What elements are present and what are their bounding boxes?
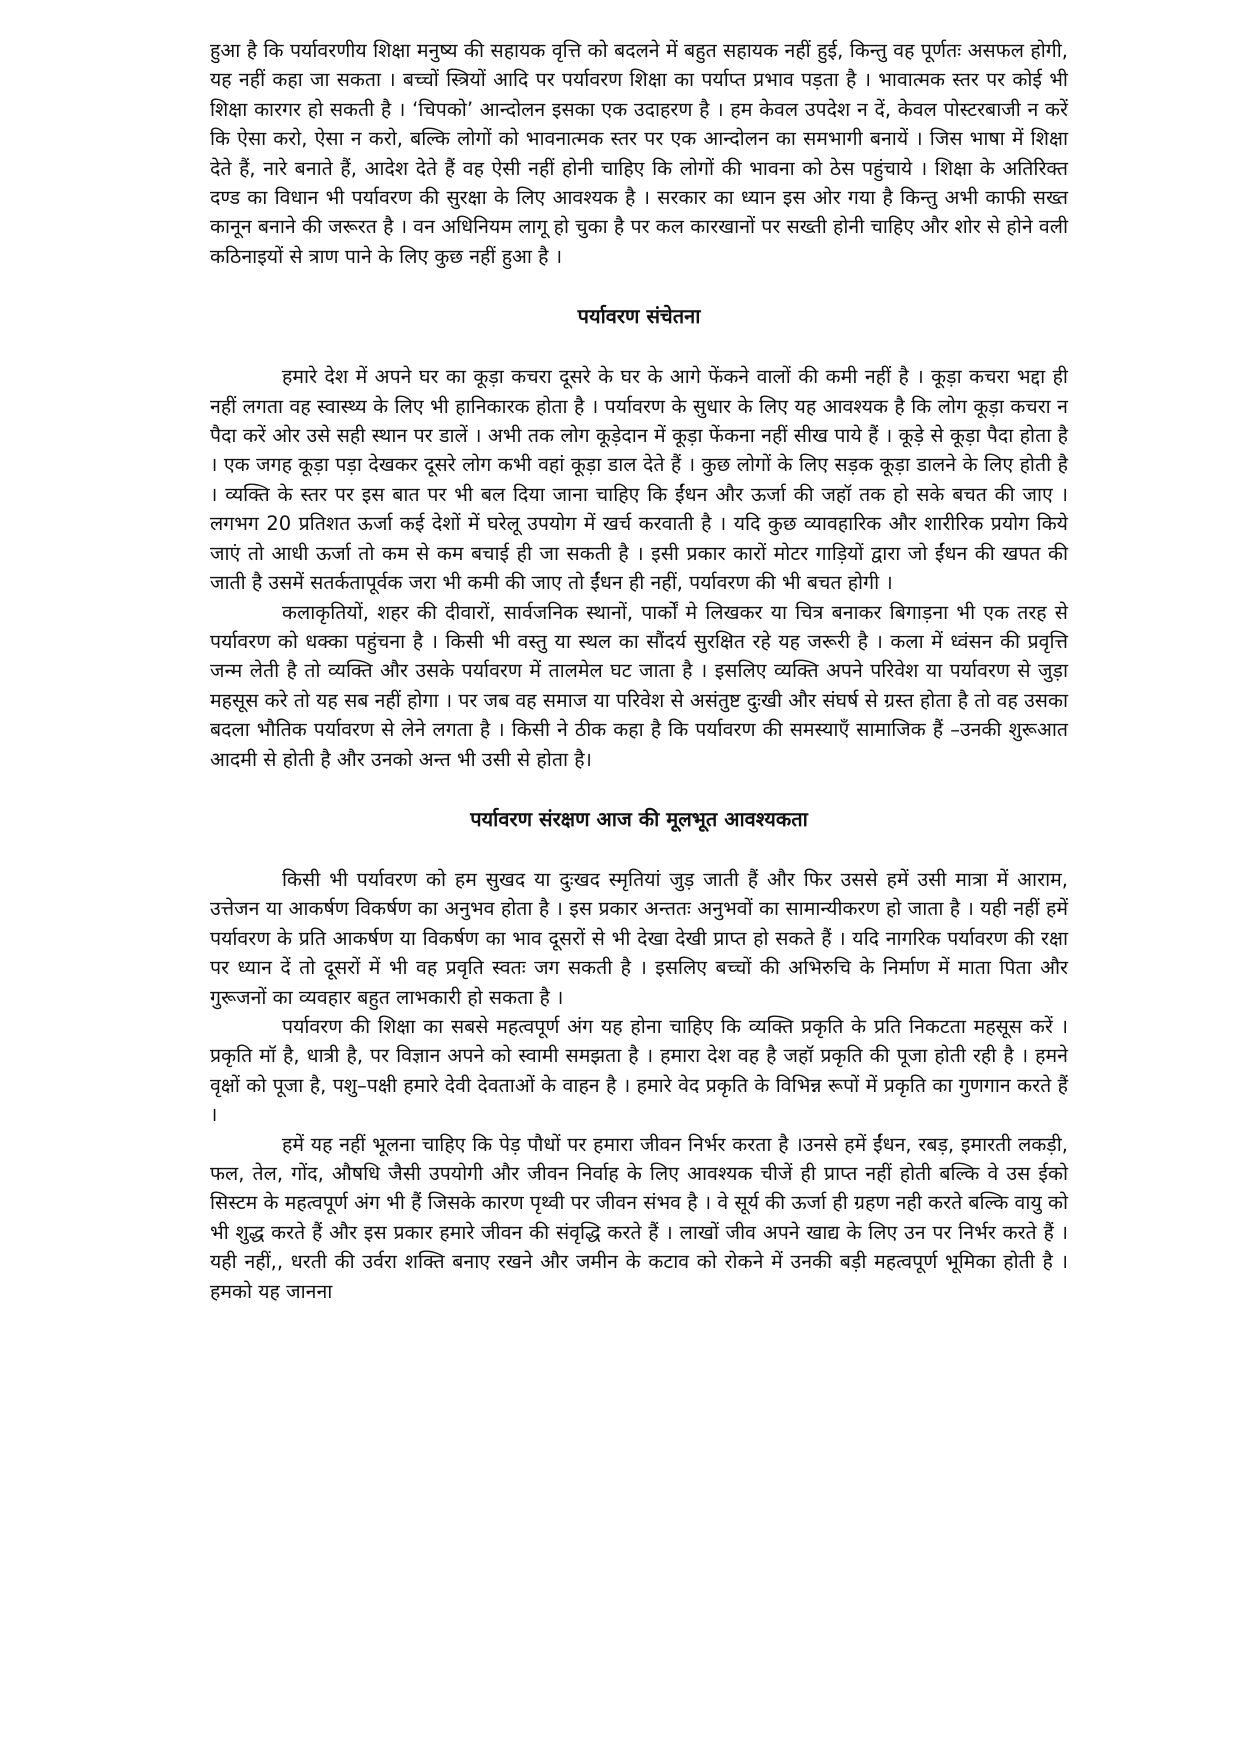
spacer [210, 834, 1068, 865]
spacer [210, 331, 1068, 362]
spacer [210, 774, 1068, 805]
body-paragraph: पर्यावरण की शिक्षा का सबसे महत्वपूर्ण अंग यह होना चाहिए कि व्यक्ति प्रकृति के प्रति निकटता महसूस करें । प्रकृति मॉ है, धात्री है, पर विज्ञान अपने को स्वामी समझता है । हमारा देश वह है जहॉ प्रकृति की पूजा होती रही है । हमने वृक्षों को पूजा है, पशु–पक्षी हमारे देवी देवताओं के वाहन है । हमारे वेद प्रकृति के विभिन्न रूपों में प्रकृति का गुणगान करते हैं । [210, 1014, 1068, 1127]
body-paragraph: हमें यह नहीं भूलना चाहिए कि पेड़ पौधों पर हमारा जीवन निर्भर करता है ।उनसे हमें ईंधन, रबड़, इमारती लकड़ी, फल, तेल, गोंद, औषधि जैसी उपयोगी और जीवन निर्वाह के लिए आवश्यक चीजें ही प्राप्त नहीं होती बल्कि वे उस ईको सिस्टम के महत्वपूर्ण अंग भी हैं जिसके कारण पृथ्वी पर जीवन संभव है । वे सूर्य की ऊर्जा ही ग्रहण नही करते बल्कि वायु को भी शुद्ध करते हैं और इस प्रकार हमारे जीवन की संवृद्धि करते हैं । लाखों जीव अपने खाद्य के लिए उन पर निर्भर करते हैं । यही नहीं,, धरती की उर्वरा शक्ति बनाए रखने और जमीन के कटाव को रोकने में उनकी बड़ी महत्वपूर्ण भूमिका होती है । हमको यह जानना [210, 1132, 1068, 1303]
section-heading: पर्यावरण संचेतना [577, 304, 701, 329]
spacer [210, 271, 1068, 302]
body-paragraph: किसी भी पर्यावरण को हम सुखद या दुःखद स्मृतियां जुड़ जाती हैं और फिर उससे हमें उसी मात्रा में आराम, उत्तेजन या आकर्षण विकर्षण का अनुभव होता है । इस प्रकार अन्ततः अनुभवों का सामान्यीकरण हो जाता है । यही नहीं हमें पर्यावरण के प्रति आकर्षण या विकर्षण का भाव दूसरों से भी देखा देखी प्राप्त हो सकते हैं । यदि नागरिक पर्यावरण की रक्षा पर ध्यान दें तो दूसरों में भी वह प्रवृति स्वतः जग सकती है । इसलिए बच्चों की अभिरुचि के निर्माण में माता पिता और गुरूजनों का व्यवहार बहुत लाभकारी हो सकता है । [210, 867, 1068, 1009]
document-page [210, 36, 1068, 1306]
body-paragraph: हमारे देश में अपने घर का कूड़ा कचरा दूसरे के घर के आगे फेंकने वालों की कमी नहीं है । कूड़ा कचरा भद्दा ही नहीं लगता वह स्वास्थ्य के लिए भी हानिकारक होता है । पर्यावरण के सुधार के लिए यह आवश्यक है कि लोग कूड़ा कचरा न पैदा करें ओर उसे सही स्थान पर डालें । अभी तक लोग कूड़ेदान में कूड़ा फेंकना नहीं सीख पाये हैं । कूड़े से कूड़ा पैदा होता है । एक जगह कूड़ा पड़ा देखकर दूसरे लोग कभी वहां कूड़ा डाल देते हैं । कुछ लोगों के लिए सड़क कूड़ा डालने के लिए होती है । व्यक्ति के स्तर पर इस बात पर भी बल दिया जाना चाहिए कि ईंधन और ऊर्जा की जहॉ तक हो सके बचत की जाए । लगभग 20 प्रतिशत ऊर्जा कई देशों में घरेलू उपयोग में खर्च करवाती है । यदि कुछ व्यावहारिक और शारीरिक प्रयोग किये जाएं तो आधी ऊर्जा तो कम से कम बचाई ही जा सकती है । इसी प्रकार कारों मोटर गाड़ियों द्वारा जो ईंधन की खपत की जाती है उसमें सतर्कतापूर्वक जरा भी कमी की जाए तो ईंधन ही नहीं, पर्यावरण की भी बचत होगी । [210, 365, 1068, 595]
body-paragraph: हुआ है कि पर्यावरणीय शिक्षा मनुष्य की सहायक वृत्ति को बदलने में बहुत सहायक नहीं हुई, किन्तु वह पूर्णतः असफल होगी, यह नहीं कहा जा सकता । बच्चों स्त्रियों आदि पर पर्यावरण शिक्षा का पर्याप्त प्रभाव पड़ता है । भावात्मक स्तर पर कोई भी शिक्षा कारगर हो सकती है । ‘चिपको’ आन्दोलन इसका एक उदाहरण है । हम केवल उपदेश न दें, केवल पोस्टरबाजी न करें कि ऐसा करो, ऐसा न करो, बल्कि लोगों को भावनात्मक स्तर पर एक आन्दोलन का समभागी बनायें । जिस भाषा में शिक्षा देते हैं, नारे बनाते हैं, आदेश देते हैं वह ऐसी नहीं होनी चाहिए कि लोगों की भावना को ठेस पहुंचाये । शिक्षा के अतिरिक्त दण्ड का विधान भी पर्यावरण की सुरक्षा के लिए आवश्यक है । सरकार का ध्यान इस ओर गया है किन्तु अभी काफी सख्त कानून बनाने की जरूरत है । वन अधिनियम लागू हो चुका है पर कल कारखानों पर सख्ती होनी चाहिए और शोर से होने वली कठिनाइयों से त्राण पाने के लिए कुछ नहीं हुआ है । [210, 39, 1068, 268]
body-paragraph: कलाकृतियों, शहर की दीवारों, सार्वजनिक स्थानों, पार्कों मे लिखकर या चित्र बनाकर बिगाड़ना भी एक तरह से पर्यावरण को धक्का पहुंचना है । किसी भी वस्तु या स्थल का सौंदर्य सुरक्षित रहे यह जरूरी है । कला में ध्वंसन की प्रवृत्ति जन्म लेती है तो व्यक्ति और उसके पर्यावरण में तालमेल घट जाता है । इसलिए व्यक्ति अपने परिवेश या पर्यावरण से जुड़ा महसूस करे तो यह सब नहीं होगा । पर जब वह समाज या परिवेश से असंतुष्ट दुःखी और संघर्ष से ग्रस्त होता है तो वह उसका बदला भौतिक पर्यावरण से लेने लगता है । किसी ने ठीक कहा है कि पर्यावरण की समस्याऍं सामाजिक हैं –उनकी शुरूआत आदमी से होती है और उनको अन्त भी उसी से होता है। [210, 600, 1068, 771]
section-heading: पर्यावरण संरक्षण आज की मूलभूत आवश्यकता [470, 806, 808, 831]
